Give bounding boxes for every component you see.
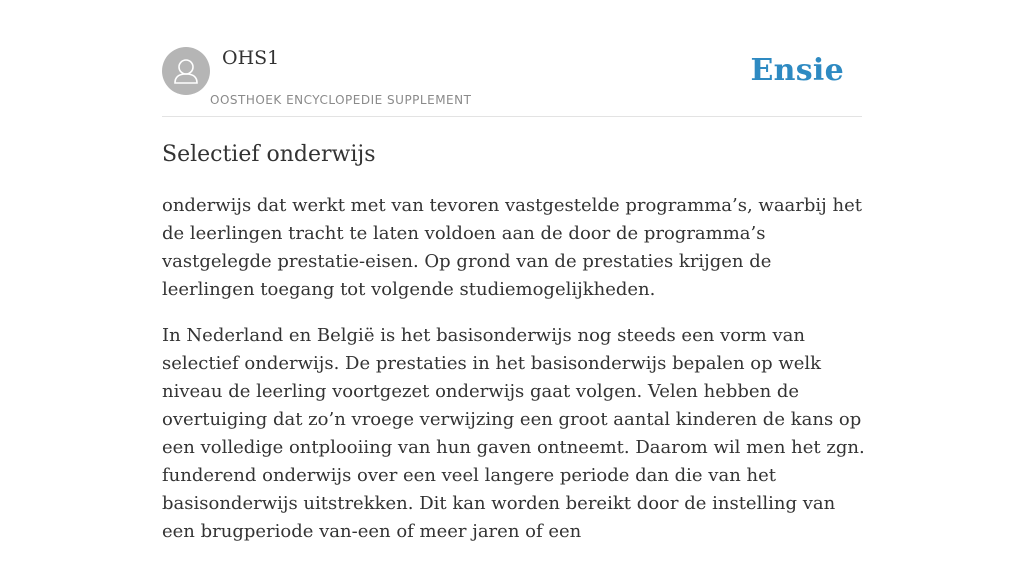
source-name[interactable]: OOSTHOEK ENCYCLOPEDIE SUPPLEMENT (210, 93, 472, 107)
source-code[interactable]: OHS1 (222, 47, 280, 69)
page-title: Selectief onderwijs (162, 142, 376, 167)
article-paragraph: In Nederland en België is het basisonderwijs nog steeds een vorm van selectief onderwijs. De prestaties in het basisonderwijs bepalen op welk niveau de leerling voortgezet onderwijs gaat volgen. Velen hebben de overtuiging dat zo’n vroege verwijzing een groot aantal kinderen de kans op een volledige ontplooiing van hun gaven ontneemt. Daarom wil men het zgn. funderend onderwijs over een veel langere periode dan die van het basisonderwijs uitstrekken. Dit kan worden bereikt door de instelling van een brugperiode van-een of meer jaren of een (162, 325, 865, 542)
source-header (162, 46, 862, 117)
article-paragraph: onderwijs dat werkt met van tevoren vastgestelde programma’s, waarbij het de leerlingen tracht te laten voldoen aan de door de programma’s vastgelegde prestatie-eisen. Op grond van de prestaties krijgen de leerlingen toegang tot volgende studiemogelijkheden. (162, 195, 862, 300)
article-body (162, 192, 867, 564)
user-silhouette-icon[interactable] (162, 47, 210, 95)
brand-logo[interactable]: Ensie (750, 53, 844, 88)
